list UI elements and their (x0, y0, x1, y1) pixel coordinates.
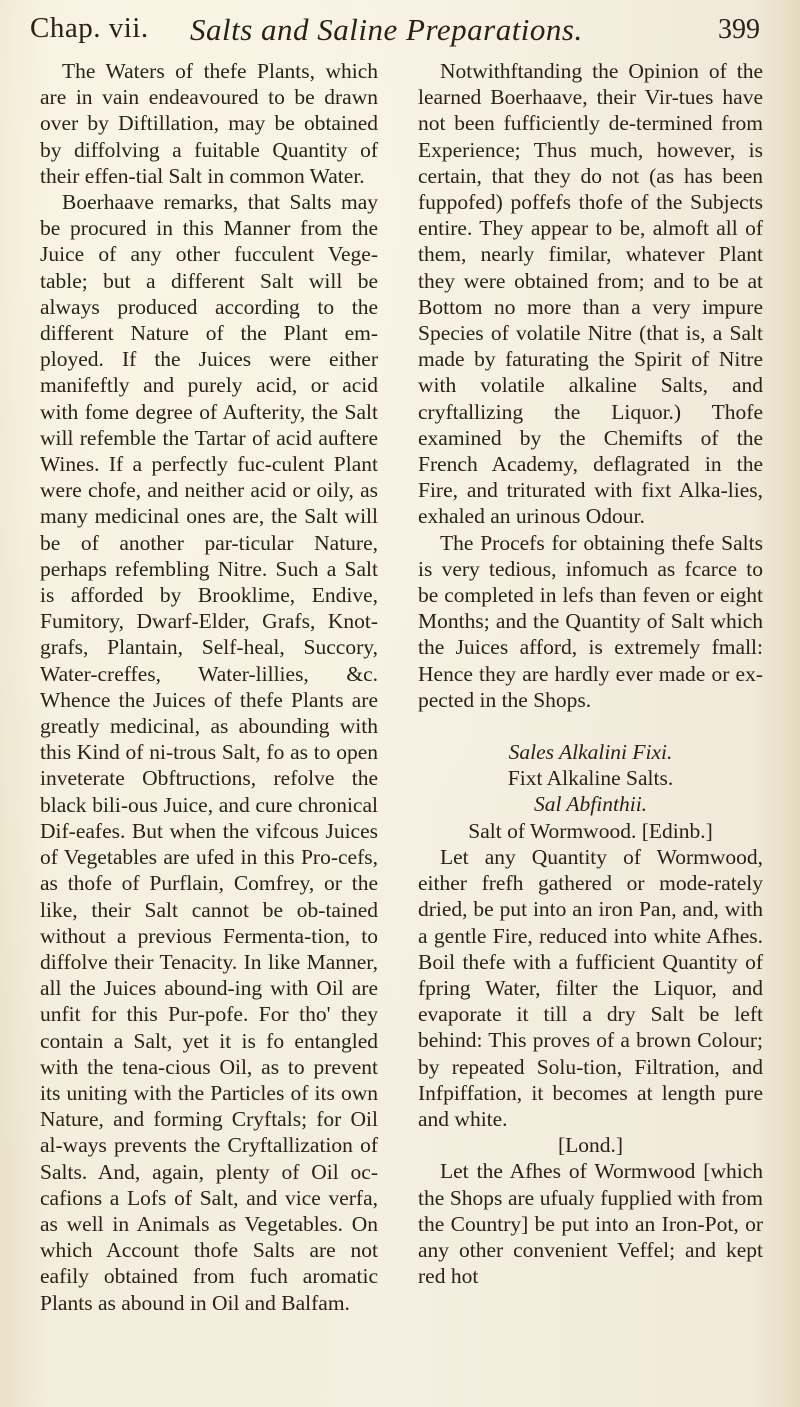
right-column (418, 58, 763, 1289)
subsection-heading-english: Salt of Wormwood. [Edinb.] (468, 818, 713, 843)
london-heading: [Lond.] (557, 1133, 624, 1158)
chapter-label: Chap. vii. (30, 12, 149, 44)
right-paragraph-1: Notwithftanding the Opinion of the learned Boerhaave, their Vir-tues have not been fufficiently de-termined from Experience; Thus much, however, is certain, that they do not (as has been fuppofed) poffefs thofe of the Subjects entire. They appear to be, almoft all of them, nearly fimilar, whatever Plant they were obtained from; and to be at Bottom no more than a very impure Species of volatile Nitre (that is, a Salt made by faturating the Spirit of Nitre with volatile alkaline Salts, and cryftallizing the Liquor.) Thofe examined by the Chemifts of the French Academy, deflagrated in the Fire, and triturated with fixt Alka-lies, exhaled an urinous Odour. (418, 59, 763, 529)
section-heading-english: Fixt Alkaline Salts. (507, 766, 674, 791)
left-paragraph-2: Boerhaave remarks, that Salts may be procured in this Manner from the Juice of any other fucculent Vege-table; but a different Salt will be always produced according to the different Nature of the Plant em-ployed. If the Juices were either manifeftly and purely acid, or acid with fome degree of Aufterity, the Salt will refemble the Tartar of acid auftere Wines. If a perfectly fuc-culent Plant were chofe, and neither acid or oily, as many medicinal ones are, the Salt will be of another par-ticular Nature, perhaps refembling Nitre. Such a Salt is afforded by Brooklime, Endive, Fumitory, Dwarf-Elder, Grafs, Knot-grafs, Plantain, Self-heal, Succory, Water-creffes, Water-lillies, &c. Whence the Juices of thefe Plants are greatly medicinal, as abounding with this Kind of ni-trous Salt, fo as to open inveterate Obftructions, refolve the black bili-ous Juice, and cure chronical Dif-eafes. But when the vifcous Juices of Vegetables are ufed in this Pro-cefs, as thofe of Purflain, Comfrey, or the like, their Salt cannot be ob-tained without a previous Fermenta-tion, to diffolve their Tenacity. In like Manner, all the Juices abound-ing with Oil are unfit for this Pur-pofe. For tho' they contain a Salt, yet it is fo entangled with the tena-cious Oil, as to prevent its uniting with the Particles of its own Nature, and forming Cryftals; for Oil al-ways prevents the Cryftallization of Salts. And, again, plenty of Oil oc-cafions a Lofs of Salt, and vice verfa, as well in Animals as Vegetables. On which Account thofe Salts are not eafily obtained from fuch aromatic Plants as abound in Oil and Balfam. (40, 190, 378, 1315)
running-title: Salts and Saline Preparations. (190, 12, 583, 47)
subsection-heading-latin: Sal Abfinthii. (533, 792, 648, 817)
right-paragraph-3: Let any Quantity of Wormwood, either frefh gathered or mode-rately dried, be put into an iron Pan, and, with a gentle Fire, reduced into white Afhes. Boil thefe with a fufficient Quantity of fpring Water, filter the Liquor, and evaporate it till a dry Salt be left behind: This proves of a brown Colour; by repeated Solu-tion, Filtration, and Infpiffation, it becomes at length pure and white. (418, 844, 763, 1131)
page-number: 399 (718, 14, 760, 45)
right-paragraph-4: Let the Afhes of Wormwood [which the Shops are ufualy fupplied with from the Country] be put into an Iron-Pot, or any other convenient Veffel; and kept red hot (418, 1159, 763, 1289)
left-column (40, 58, 378, 1316)
section-heading-latin: Sales Alkalini Fixi. (508, 740, 673, 765)
section-spacer (418, 713, 763, 739)
left-paragraph-1: The Waters of thefe Plants, which are in vain endeavoured to be drawn over by Diftillation, may be obtained by diffolving a fuitable Quantity of their effen-tial Salt in common Water. (40, 59, 378, 188)
right-paragraph-2: The Procefs for obtaining thefe Salts is very tedious, infomuch as fcarce to be completed in lefs than feven or eight Months; and the Quantity of Salt which the Juices afford, is extremely fmall: Hence they are hardly ever made or ex-pected in the Shops. (418, 530, 763, 712)
running-head (30, 12, 770, 48)
